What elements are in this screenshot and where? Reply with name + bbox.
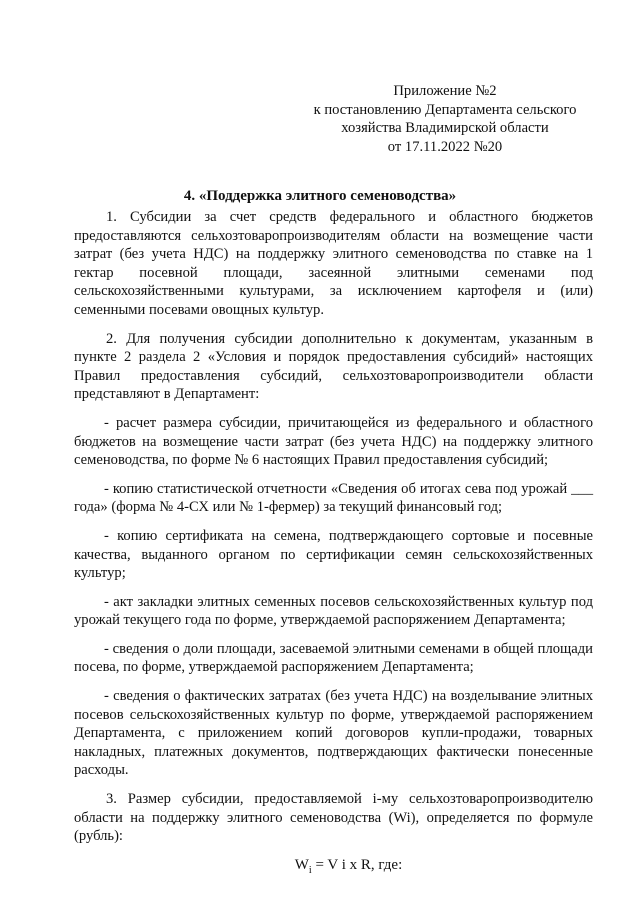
list-item: - сведения о фактических затратах (без учета НДС) на возделывание элитных посевов сельскохозяйственных культур по форме, утверждаемой распоряжением Департамента, с приложением копий договоров купли-продажи, товарных накладных, платежных документов, подтверждающих фактически понесенные расходы.	[74, 688, 593, 779]
section-title: 4. «Поддержка элитного семеноводства»	[183, 188, 457, 204]
annex-decree-line: к постановлению Департамента сельского	[313, 101, 577, 118]
formula-rhs: = V i x R, где:	[311, 856, 403, 873]
formula-lhs-subscript: i	[308, 864, 312, 876]
paragraph-2: 2. Для получения субсидии дополнительно к документам, указанным в пункте 2 раздела 2 «Условия и порядок предоставления субсидий» настоящих Правил предоставления субсидий, сельхозтоваропроизводители области представляют в Департамент:	[74, 330, 593, 403]
list-item: - расчет размера субсидии, причитающейся из федерального и областного бюджетов на возмещение части затрат (без учета НДС) на поддержку элитного семеноводства, по форме № 6 настоящих Правил предоставления субсидий;	[74, 414, 593, 469]
annex-date-line: от 17.11.2022 №20	[387, 138, 503, 155]
list-item: - сведения о доли площади, засеваемой элитными семенами в общей площади посева, по форме, утверждаемой распоряжением Департамента;	[74, 640, 593, 676]
formula	[74, 856, 593, 881]
annex-header	[300, 82, 590, 156]
annex-number: Приложение №2	[393, 83, 497, 99]
list-item: - акт закладки элитных семенных посевов сельскохозяйственных культур под урожай текущего года по форме, утверждаемой распоряжением Департамента;	[74, 593, 593, 629]
list-item: - копию статистической отчетности «Сведения об итогах сева под урожай ___ года» (форма № 4-СХ или № 1-фермер) за текущий финансовый год;	[74, 480, 593, 516]
paragraph-3: 3. Размер субсидии, предоставляемой i-му сельхозтоваропроизводителю области на поддержку элитного семеноводства (Wi), определяется по формуле (рубль):	[74, 791, 593, 845]
paragraph-1: 1. Субсидии за счет средств федерального и областного бюджетов предоставляются сельхозтоваропроизводителям области на возмещение части затрат (без учета НДС) на поддержку элитного семеноводства по ставке на 1 гектар посевной площади, засеянной элитными семенами под сельскохозяйственными культурами, за исключением картофеля и (или) семенными посевами овощных культур.	[74, 209, 593, 318]
list-item: - копию сертификата на семена, подтверждающего сортовые и посевные качества, выданного органом по сертификации семян сельскохозяйственных культур;	[74, 527, 593, 582]
document-body	[74, 208, 593, 880]
formula-lhs: W	[294, 856, 309, 873]
annex-department-line: хозяйства Владимирской области	[341, 120, 549, 136]
